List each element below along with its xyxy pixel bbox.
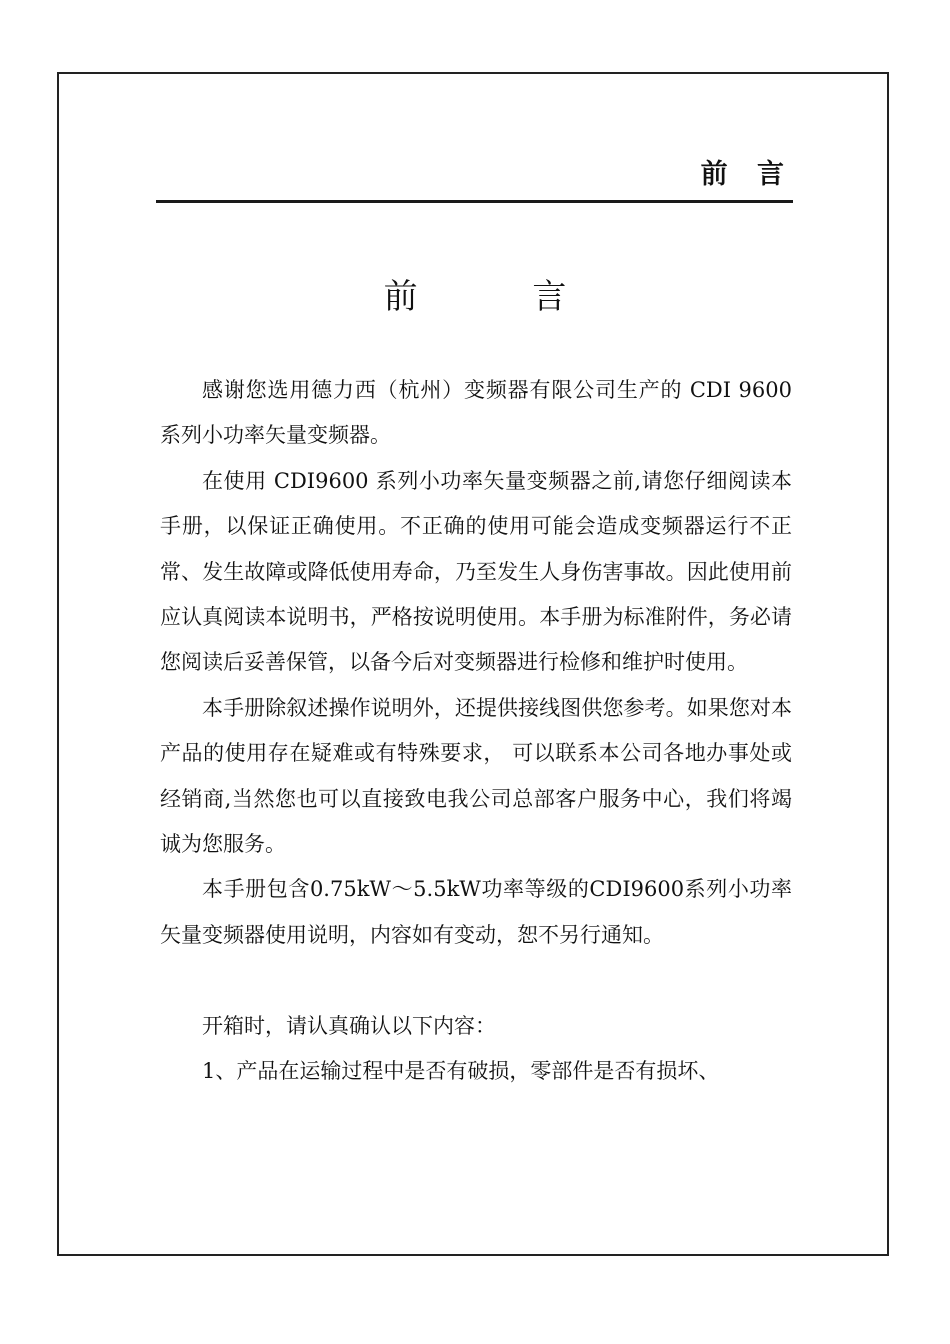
- running-header: 前 言: [700, 159, 794, 190]
- paragraph-support: 本手册除叙述操作说明外，还提供接线图供您参考。如果您对本产品的使用存在疑难或有特殊要求， 可以联系本公司各地办事处或经销商,当然您也可以直接致电我公司总部客户服务中心，我们将竭诚为您服务。: [160, 695, 792, 857]
- paragraph-intro: 感谢您选用德力西（杭州）变频器有限公司生产的 CDI 9600 系列小功率矢量变频器。: [160, 378, 792, 448]
- checklist-item: 1、产品在运输过程中是否有破损，零部件是否有损坏、: [202, 1059, 720, 1084]
- paragraph-spacer: [160, 958, 792, 1003]
- body-text: [160, 368, 792, 1094]
- page-title: 前 言: [383, 277, 619, 317]
- paragraph-usage: 在使用 CDI9600 系列小功率矢量变频器之前,请您仔细阅读本手册，以保证正确使用。不正确的使用可能会造成变频器运行不正常、发生故障或降低使用寿命，乃至发生人身伤害事故。因此使用前应认真阅读本说明书，严格按说明使用。本手册为标准附件，务必请您阅读后妥善保管，以备今后对变频器进行检修和维护时使用。: [160, 468, 792, 675]
- header-rule: [156, 200, 793, 203]
- unpacking-intro: 开箱时，请认真确认以下内容：: [202, 1013, 496, 1038]
- paragraph-scope: 本手册包含0.75kW～5.5kW功率等级的CDI9600系列小功率矢量变频器使用说明，内容如有变动，恕不另行通知。: [160, 877, 792, 947]
